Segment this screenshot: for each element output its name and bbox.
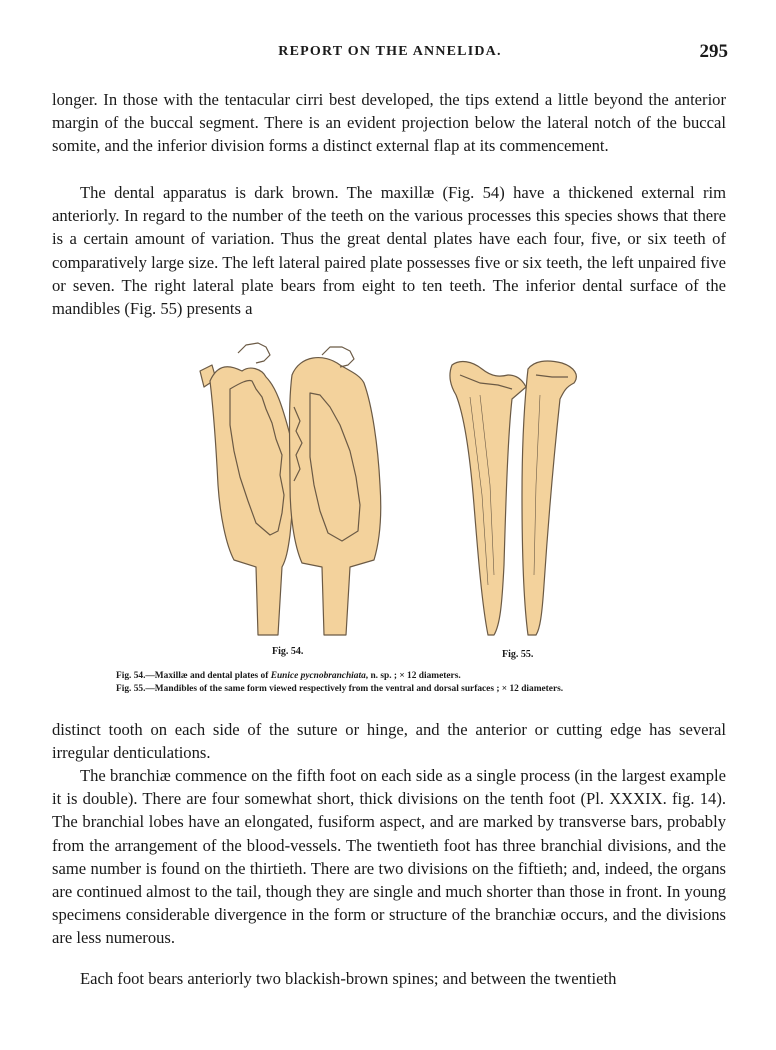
page-header [52,41,728,68]
paragraph-5: Each foot bears anteriorly two blackish-brown spines; and between the twentieth [80,969,617,988]
caption-54-species: Eunice pycnobranchiata [270,671,366,681]
figure-55-caption: Fig. 55.—Mandibles of the same form viewed respectively from the ventral and dorsal surfaces ; × 12 diameters. [116,684,564,694]
paragraph-1: longer. In those with the tentacular cirri best developed, the tips extend a little beyond the anterior margin of the buccal segment. There is an evident projection below the lateral notch of the buccal somite, and the inferior division forms a distinct external flap at its commencement. [52,90,726,156]
caption-54-suffix: , n. sp. ; × 12 diameters. [365,671,461,681]
figure-54-caption [116,670,716,682]
fig-54-maxillae-drawing [200,343,381,635]
paragraph-2: The dental apparatus is dark brown. The maxillæ (Fig. 54) have a thickened external rim anteriorly. In regard to the number of the teeth on the various processes this species shows that there is a certain amount of variation. Thus the great dental plates have each four, five, or six teeth of comparatively large size. The left lateral paired plate possesses five or six teeth, the left unpaired five or seven. The right lateral plate bears from eight to ten teeth. The inferior dental surface of the mandibles (Fig. 55) presents a [52,183,726,319]
paragraph-3: distinct tooth on each side of the suture or hinge, and the anterior or cutting edge has several irregular denticulations. [52,720,726,763]
page-number: 295 [699,41,728,62]
figure-illustrations [190,335,610,665]
paragraph-4: The branchiæ commence on the fifth foot on each side as a single process (in the largest example it is double). There are four somewhat short, thick divisions on the tenth foot (Pl. XXXIX. fig. 14). The branchial lobes have an elongated, fusiform aspect, and are marked by transverse bars, probably from the arrangement of the blood-vessels. The twentieth foot has three branchial divisions, and the same number is found on the thirtieth. There are two divisions on the fiftieth; and, indeed, the organs are continued almost to the tail, though they are single and much shorter than those in front. In young specimens considerable divergence in the form or structure of the branchiæ occurs, and the divisions are less numerous. [52,766,726,948]
fig-55-mandibles-drawing [450,361,576,635]
caption-54-prefix: Fig. 54.—Maxillæ and dental plates of [116,671,271,681]
running-title: REPORT ON THE ANNELIDA. [278,44,502,59]
figure-54-label: Fig. 54. [272,646,304,657]
figure-55-label: Fig. 55. [502,649,534,660]
